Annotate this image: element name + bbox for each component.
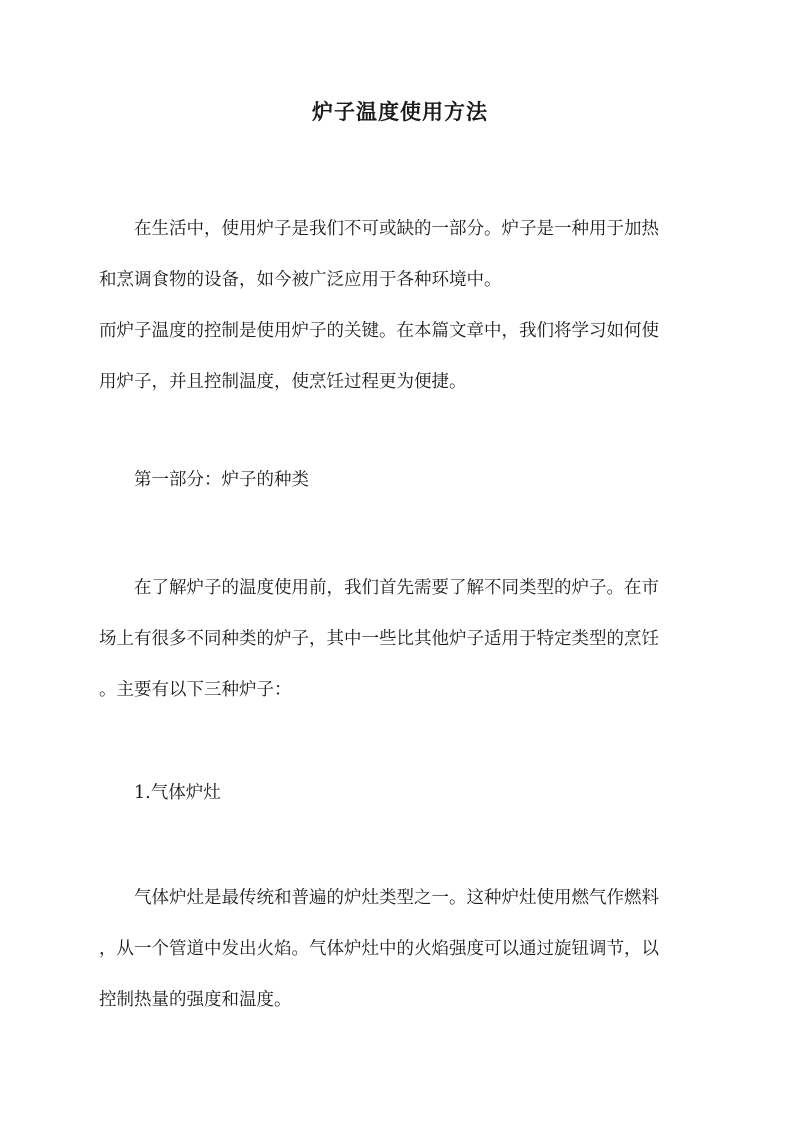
document-title: 炉子温度使用方法	[312, 99, 488, 124]
paragraph-stove-types	[99, 563, 703, 716]
paragraph-line: 。主要有以下三种炉子：	[99, 680, 292, 700]
paragraph-intro	[99, 204, 703, 408]
paragraph-line: ，从一个管道中发出火焰。气体炉灶中的火焰强度可以通过旋钮调节，以	[99, 939, 659, 959]
paragraph-gas-stove	[99, 873, 703, 1026]
paragraph-line: 用炉子，并且控制温度，使烹饪过程更为便捷。	[99, 372, 467, 392]
section-heading-part-one	[99, 455, 703, 506]
paragraph-line: 和烹调食物的设备，如今被广泛应用于各种环境中。	[99, 270, 502, 290]
paragraph-line: 场上有很多不同种类的炉子，其中一些比其他炉子适用于特定类型的烹饪	[99, 629, 659, 649]
paragraph-line: 在了解炉子的温度使用前，我们首先需要了解不同类型的炉子。在市	[134, 578, 659, 598]
heading-text: 第一部分：炉子的种类	[134, 470, 309, 490]
paragraph-line: 气体炉灶是最传统和普遍的炉灶类型之一。这种炉灶使用燃气作燃料	[134, 888, 659, 908]
list-item-text: 1.气体炉灶	[134, 783, 221, 803]
paragraph-line: 在生活中，使用炉子是我们不可或缺的一部分。炉子是一种用于加热	[134, 219, 659, 239]
list-item-gas-stove	[99, 768, 703, 819]
paragraph-line: 而炉子温度的控制是使用炉子的关键。在本篇文章中，我们将学习如何使	[99, 321, 659, 341]
paragraph-line: 控制热量的强度和温度。	[99, 990, 292, 1010]
